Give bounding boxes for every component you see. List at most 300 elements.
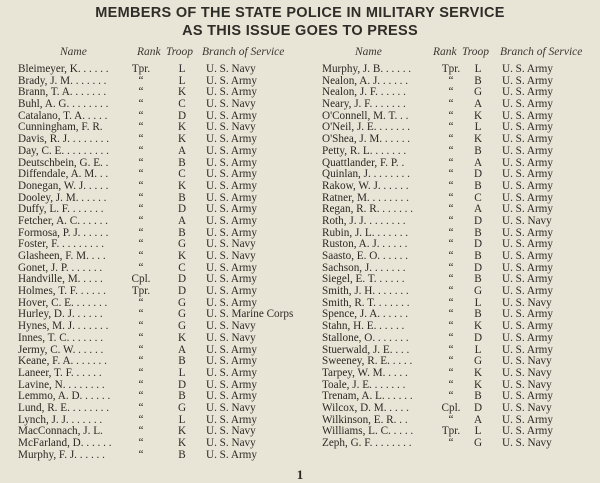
member-branch: U. S. Army [502,179,553,192]
member-troop: D [473,238,483,251]
member-rank: “ [448,308,454,321]
member-troop: L [474,63,482,75]
member-troop: G [177,320,187,333]
member-troop: G [177,296,187,309]
member-name: Rakow, W. J. . . . . . [322,179,409,192]
member-name: Neary, J. F. . . . . . . [322,98,406,111]
member-rank: “ [448,74,454,87]
roster-row [18,403,298,415]
member-branch: U. S. Army [206,156,257,169]
member-troop: B [474,390,482,403]
member-name: Day, C. E. . . . . . . . . [18,144,109,157]
member-rank: “ [448,168,454,181]
member-troop: D [177,378,187,391]
member-branch: U. S. Army [206,179,257,192]
member-troop: K [473,366,483,379]
member-troop: C [474,191,482,204]
member-rank: “ [138,86,144,99]
member-troop: A [473,203,483,216]
member-branch: U. S. Army [502,261,553,274]
roster-row [312,368,597,380]
roster-row [18,438,298,450]
member-branch: U. S. Army [206,214,257,227]
member-name: Brady, J. M. . . . . . . [18,74,107,87]
member-rank: “ [448,133,454,146]
member-branch: U. S. Navy [206,121,256,134]
member-rank: “ [138,448,144,461]
member-troop: D [177,203,187,216]
member-name: Nealon, J. F. . . . . . [322,86,406,99]
member-name: Laneer, T. F. . . . . . [18,366,102,379]
member-troop: B [178,448,186,461]
roster-row [18,251,298,263]
member-rank: “ [448,144,454,157]
roster-row [18,99,298,111]
member-troop: D [473,168,483,181]
member-troop: A [177,214,187,227]
member-troop: L [474,425,482,438]
member-troop: B [474,226,482,239]
roster-row [18,181,298,193]
member-rank: “ [448,331,454,344]
member-rank: “ [448,343,454,356]
member-name: Hover, C. E. . . . . . . [18,296,108,309]
member-rank: “ [138,156,144,169]
member-troop: K [177,437,187,449]
member-branch: U. S. Army [206,378,257,391]
right-roster-list [312,64,597,450]
member-name: Lund, R. E. . . . . . . . [18,401,110,414]
member-rank: “ [448,179,454,192]
member-name: Saasto, E. O. . . . . . [322,250,409,262]
member-rank: “ [448,413,454,426]
member-branch: U. S. Army [502,156,553,169]
member-troop: K [473,109,483,122]
member-branch: U. S. Navy [502,437,552,449]
member-branch: U. S. Army [502,425,553,438]
member-rank: “ [138,320,144,333]
member-troop: L [178,366,186,379]
right-header-name: Name [355,46,382,58]
roster-row [312,438,597,450]
member-name: Spence, J. A. . . . . . [322,308,409,321]
member-rank: “ [138,74,144,87]
member-rank: “ [138,331,144,344]
member-branch: U. S. Navy [206,320,256,333]
member-branch: U. S. Army [206,191,257,204]
member-rank: “ [138,425,144,438]
member-rank: “ [448,250,454,262]
left-header-name: Name [60,46,87,58]
member-name: Hynes, M. J. . . . . . . [18,320,109,333]
member-name: Sweeney, R. E. . . . . [322,355,413,368]
member-troop: C [178,168,186,181]
member-rank: Tpr. [131,285,151,298]
member-troop: G [177,308,187,321]
member-name: Diffendale, A. M. . . [18,168,109,181]
member-name: Sachson, J. . . . . . . [322,261,406,274]
member-rank: “ [138,261,144,274]
member-name: Handville, M. . . . . [18,273,103,286]
member-rank: “ [138,203,144,216]
member-rank: “ [138,214,144,227]
member-name: Wilkinson, E. R. . . [322,413,408,426]
roster-row [18,216,298,228]
member-branch: U. S. Army [502,238,553,251]
member-name: Toale, J. E. . . . . . . [322,378,406,391]
member-rank: “ [138,355,144,368]
member-branch: U. S. Army [206,109,257,122]
member-troop: K [473,378,483,391]
member-rank: “ [448,378,454,391]
member-name: Duffy, L. F. . . . . . . [18,203,104,216]
member-rank: “ [138,168,144,181]
member-troop: L [178,74,186,87]
roster-row [312,333,597,345]
roster-row [18,64,298,76]
member-rank: Cpl. [441,401,461,414]
member-rank: “ [138,121,144,134]
member-rank: “ [138,296,144,309]
member-branch: U. S. Navy [206,437,256,449]
member-name: Zeph, G. F. . . . . . . . [322,437,412,449]
member-name: Catalano, T. A. . . . . [18,109,108,122]
member-name: Davis, R. J. . . . . . . . [18,133,110,146]
member-branch: U. S. Army [206,261,257,274]
member-name: Petty, R. L. . . . . . . [322,144,407,157]
member-troop: L [474,343,482,356]
roster-row [18,146,298,158]
roster-row [18,450,298,462]
member-troop: B [178,191,186,204]
member-troop: K [177,133,187,146]
member-name: Lemmo, A. D. . . . . . [18,390,111,403]
member-name: Williams, L. C. . . . . [322,425,414,438]
member-name: Glasheen, F. M. . . . [18,250,106,262]
member-troop: G [473,437,483,449]
member-troop: G [177,401,187,414]
member-troop: D [473,401,483,414]
roster-row [312,64,597,76]
member-rank: Cpl. [131,273,151,286]
member-rank: “ [138,413,144,426]
member-branch: U. S. Army [502,203,553,216]
roster-row [312,216,597,228]
member-branch: U. S. Army [502,109,553,122]
member-name: Formosa, P. J. . . . . . [18,226,109,239]
page-number: 1 [296,467,304,482]
member-troop: K [177,121,187,134]
member-troop: K [177,425,187,438]
member-rank: “ [138,179,144,192]
member-rank: “ [448,261,454,274]
member-name: Smith, R. T. . . . . . . [322,296,410,309]
member-rank: “ [448,390,454,403]
member-branch: U. S. Army [502,144,553,157]
member-rank: “ [138,133,144,146]
member-name: Murphy, F. J. . . . . . [18,448,105,461]
member-branch: U. S. Army [206,226,257,239]
member-rank: “ [138,98,144,111]
member-rank: “ [138,366,144,379]
member-name: Murphy, J. B. . . . . . [322,63,412,75]
member-name: McFarland, D. . . . . . [18,437,112,449]
member-rank: “ [448,320,454,333]
member-rank: “ [448,191,454,204]
member-branch: U. S. Army [502,250,553,262]
roster-row [312,181,597,193]
member-branch: U. S. Army [206,144,257,157]
member-name: O'Neil, J. E. . . . . . . [322,121,411,134]
member-rank: “ [448,156,454,169]
member-troop: K [177,250,187,262]
member-troop: L [178,63,186,75]
member-troop: G [473,355,483,368]
member-branch: U. S. Army [502,121,553,134]
member-name: O'Connell, M. T. . . [322,109,409,122]
roster-row [18,286,298,298]
member-branch: U. S. Navy [206,425,256,438]
left-header-branch: Branch of Service [202,46,285,58]
member-rank: Tpr. [441,63,461,75]
member-name: Quinlan, J. . . . . . . . [322,168,410,181]
member-branch: U. S. Army [502,343,553,356]
member-troop: L [178,413,186,426]
member-branch: U. S. Army [206,86,257,99]
member-rank: “ [448,238,454,251]
member-branch: U. S. Army [206,390,257,403]
member-troop: B [474,250,482,262]
right-header-troop: Troop [462,46,490,58]
member-rank: “ [448,226,454,239]
member-rank: “ [138,238,144,251]
member-rank: “ [448,285,454,298]
page-subtitle: AS THIS ISSUE GOES TO PRESS [182,23,418,39]
member-troop: G [473,285,483,298]
member-rank: “ [138,401,144,414]
roster-row [18,368,298,380]
member-name: O'Shea, J. M. . . . . . [322,133,411,146]
member-rank: “ [138,437,144,449]
member-troop: K [177,331,187,344]
member-branch: U. S. Army [206,413,257,426]
member-rank: Tpr. [131,63,151,75]
member-troop: B [178,390,186,403]
member-name: Rubin, J. L. . . . . . . [322,226,409,239]
member-name: Siegel, E. T. . . . . . [322,273,405,286]
member-branch: U. S. Navy [206,63,256,75]
member-branch: U. S. Army [502,168,553,181]
member-name: Gonet, J. P. . . . . . . [18,261,103,274]
member-branch: U. S. Army [206,366,257,379]
member-name: Hurley, D. J. . . . . . [18,308,103,321]
member-rank: “ [448,109,454,122]
member-name: Stuerwald, J. E. . . . [322,343,410,356]
member-branch: U. S. Navy [502,296,552,309]
member-name: Ruston, A. J. . . . . . [322,238,408,251]
member-rank: “ [138,250,144,262]
member-name: Foster, F. . . . . . . . . [18,238,104,251]
member-rank: “ [448,121,454,134]
member-branch: U. S. Navy [206,98,256,111]
member-troop: G [177,238,187,251]
member-name: Buhl, A. G. . . . . . . . [18,98,109,111]
member-branch: U. S. Army [206,285,257,298]
member-rank: “ [448,355,454,368]
member-branch: U. S. Army [502,413,553,426]
member-branch: U. S. Navy [206,238,256,251]
member-branch: U. S. Army [502,308,553,321]
member-troop: B [474,179,482,192]
member-branch: U. S. Navy [206,331,256,344]
member-branch: U. S. Navy [206,250,256,262]
left-header-troop: Troop [166,46,194,58]
member-rank: “ [138,308,144,321]
member-troop: K [473,133,483,146]
member-troop: B [474,74,482,87]
member-branch: U. S. Army [206,448,257,461]
member-troop: C [178,98,186,111]
member-branch: U. S. Army [206,168,257,181]
member-branch: U. S. Army [502,390,553,403]
member-troop: C [178,261,186,274]
member-name: Stallone, O. . . . . . . [322,331,409,344]
member-troop: G [473,86,483,99]
member-name: Cunningham, F. R. [18,121,103,134]
member-troop: B [474,144,482,157]
member-troop: A [177,144,187,157]
member-name: Smith, J. H. . . . . . . [322,285,409,298]
member-branch: U. S. Army [502,191,553,204]
member-branch: U. S. Navy [502,214,552,227]
member-name: Lavine, N. . . . . . . . [18,378,105,391]
member-name: Wilcox, D. M. . . . . [322,401,409,414]
member-branch: U. S. Marine Corps [206,308,294,321]
member-branch: U. S. Army [502,133,553,146]
member-rank: “ [138,109,144,122]
member-name: Brann, T. A. . . . . . . [18,86,107,99]
member-rank: “ [448,203,454,216]
member-name: Holmes, T. F. . . . . . [18,285,106,298]
member-troop: A [473,98,483,111]
member-rank: “ [448,273,454,286]
member-rank: “ [448,296,454,309]
member-troop: B [178,156,186,169]
member-branch: U. S. Army [206,133,257,146]
member-rank: “ [138,343,144,356]
roster-row [312,146,597,158]
member-branch: U. S. Army [206,296,257,309]
member-rank: “ [138,378,144,391]
member-branch: U. S. Army [502,285,553,298]
member-name: Lynch, J. J. . . . . . . [18,413,103,426]
page-title: MEMBERS OF THE STATE POLICE IN MILITARY SERVICE [95,5,505,21]
member-troop: D [473,331,483,344]
member-troop: K [473,320,483,333]
member-branch: U. S. Navy [206,401,256,414]
roster-row [312,251,597,263]
member-branch: U. S. Army [502,74,553,87]
member-branch: U. S. Army [502,331,553,344]
member-name: Dooley, J. M. . . . . . [18,191,107,204]
member-name: Tarpey, W. M. . . . . [322,366,408,379]
member-name: Quattlander, F. P. . [322,156,405,169]
member-troop: A [473,156,483,169]
member-branch: U. S. Army [206,203,257,216]
member-troop: K [177,179,187,192]
member-rank: “ [448,214,454,227]
member-name: Deutschbein, G. E. . [18,156,109,169]
member-branch: U. S. Army [206,273,257,286]
member-rank: “ [138,390,144,403]
member-name: Jermy, C. W. . . . . . [18,343,104,356]
member-branch: U. S. Army [502,226,553,239]
member-troop: D [473,261,483,274]
member-branch: U. S. Army [502,63,553,75]
member-branch: U. S. Navy [502,401,552,414]
member-branch: U. S. Army [502,273,553,286]
member-troop: D [177,109,187,122]
member-rank: “ [448,437,454,449]
member-troop: B [474,273,482,286]
member-name: MacConnach, J. L. [18,425,103,438]
roster-row [312,286,597,298]
member-troop: A [177,343,187,356]
member-name: Trenam, A. L. . . . . . [322,390,413,403]
left-header-rank: Rank [137,46,161,58]
member-troop: L [474,296,482,309]
roster-row [312,99,597,111]
member-troop: D [177,285,187,298]
member-troop: D [473,214,483,227]
member-troop: B [474,308,482,321]
roster-row [18,333,298,345]
member-troop: K [177,86,187,99]
member-troop: L [474,121,482,134]
member-branch: U. S. Army [502,320,553,333]
member-branch: U. S. Navy [502,366,552,379]
member-name: Nealon, A. J. . . . . . [322,74,409,87]
right-header-branch: Branch of Service [500,46,583,58]
member-troop: A [473,413,483,426]
right-header-rank: Rank [433,46,457,58]
member-troop: B [178,226,186,239]
member-rank: “ [138,191,144,204]
member-rank: “ [448,366,454,379]
roster-row [312,403,597,415]
member-branch: U. S. Army [502,98,553,111]
member-troop: B [178,355,186,368]
member-name: Donegan, W. J. . . . . [18,179,109,192]
member-name: Regan, R. R. . . . . . . [322,203,414,216]
member-name: Keane, F. A. . . . . . . [18,355,107,368]
left-roster-list [18,64,298,461]
member-name: Fetcher, A. C. . . . . . [18,214,108,227]
member-branch: U. S. Navy [502,355,552,368]
member-branch: U. S. Army [206,74,257,87]
member-branch: U. S. Army [502,86,553,99]
member-branch: U. S. Army [206,343,257,356]
member-rank: “ [138,226,144,239]
member-name: Ratner, M. . . . . . . . [322,191,409,204]
member-branch: U. S. Navy [502,378,552,391]
member-branch: U. S. Army [206,355,257,368]
member-name: Stahn, H. E. . . . . . [322,320,405,333]
member-rank: Tpr. [441,425,461,438]
member-troop: D [177,273,187,286]
member-name: Bleimeyer, K. . . . . . [18,63,109,75]
member-name: Innes, T. C. . . . . . . [18,331,104,344]
